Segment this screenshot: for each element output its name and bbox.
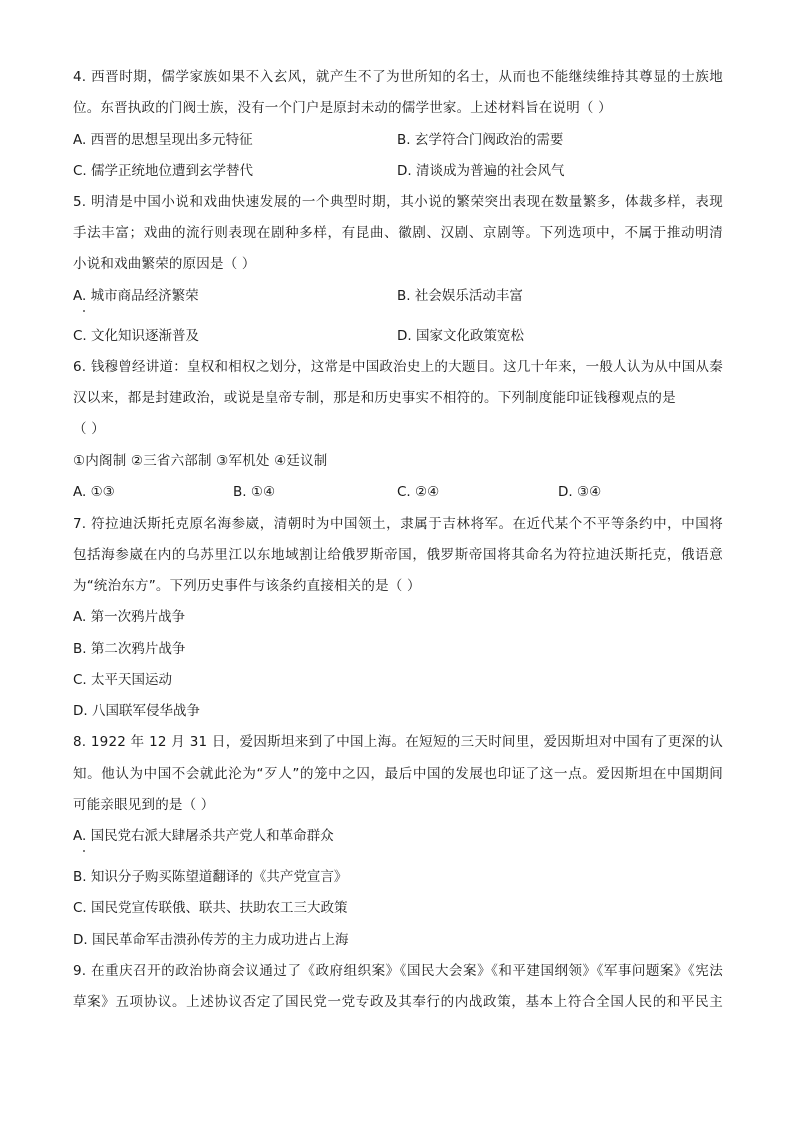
question-7-line-3: 为“统治东方”。下列历史事件与该条约直接相关的是（ ） [73,578,421,594]
question-8-option-b[interactable]: B. 知识分子购买陈望道翻译的《共产党宣言》 [73,869,348,885]
question-9-line-1: 9. 在重庆召开的政治协商会议通过了《政府组织案》《国民大会案》《和平建国纲领》《军事问题案》《宪法 [73,963,723,979]
question-6-statements: ①内阁制 ②三省六部制 ③军机处 ④廷议制 [73,453,328,469]
question-6-line-3: （ ） [73,421,105,437]
stray-mark [83,850,85,852]
question-4-line-1: 4. 西晋时期，儒学家族如果不入玄风，就产生不了为世所知的名士，从而也不能继续维持其尊显的士族地 [73,69,723,85]
question-8-line-1: 8. 1922 年 12 月 31 日，爱因斯坦来到了中国上海。在短短的三天时间里，爱因斯坦对中国有了更深的认 [73,734,723,750]
question-4-option-a[interactable]: A. 西晋的思想呈现出多元特征 [73,132,253,148]
question-6-option-b[interactable]: B. ①④ [233,484,276,500]
question-8-option-d[interactable]: D. 国民革命军击溃孙传芳的主力成功进占上海 [73,932,349,948]
question-8-line-2: 知。他认为中国不会就此沦为“歹人”的笼中之囚，最后中国的发展也印证了这一点。爱因斯坦在中国期间 [73,766,723,782]
question-8-option-a[interactable]: A. 国民党右派大肆屠杀共产党人和革命群众 [73,828,334,844]
question-5-option-c[interactable]: C. 文化知识逐渐普及 [73,328,200,344]
question-4-option-d[interactable]: D. 清谈成为普遍的社会风气 [397,163,565,179]
question-5-line-2: 手法丰富；戏曲的流行则表现在剧种多样，有昆曲、徽剧、汉剧、京剧等。下列选项中，不属于推动明清 [73,225,723,241]
question-6-line-1: 6. 钱穆曾经讲道：皇权和相权之划分，这常是中国政治史上的大题目。这几十年来，一般人认为从中国从秦 [73,359,723,375]
question-6-line-2: 汉以来，都是封建政治，或说是皇帝专制，那是和历史事实不相符的。下列制度能印证钱穆观点的是 [73,390,676,406]
question-5-line-3: 小说和戏曲繁荣的原因是（ ） [73,256,256,272]
question-5-option-b[interactable]: B. 社会娱乐活动丰富 [397,288,523,304]
question-4-option-b[interactable]: B. 玄学符合门阀政治的需要 [397,132,564,148]
question-6-option-a[interactable]: A. ①③ [73,484,115,500]
question-8-option-c[interactable]: C. 国民党宣传联俄、联共、扶助农工三大政策 [73,900,348,916]
question-5-option-d[interactable]: D. 国家文化政策宽松 [397,328,524,344]
question-7-line-2: 包括海参崴在内的乌苏里江以东地域割让给俄罗斯帝国，俄罗斯帝国将其命名为符拉迪沃斯托克，俄语意 [73,547,723,563]
question-5-line-1: 5. 明清是中国小说和戏曲快速发展的一个典型时期，其小说的繁荣突出表现在数量繁多，体裁多样，表现 [73,194,723,210]
question-7-option-d[interactable]: D. 八国联军侵华战争 [73,703,200,719]
question-7-option-a[interactable]: A. 第一次鸦片战争 [73,609,186,625]
question-7-option-b[interactable]: B. 第二次鸦片战争 [73,641,186,657]
question-7-option-c[interactable]: C. 太平天国运动 [73,672,173,688]
question-6-option-d[interactable]: D. ③④ [558,484,602,500]
question-4-option-c[interactable]: C. 儒学正统地位遭到玄学替代 [73,163,254,179]
question-5-option-a[interactable]: A. 城市商品经济繁荣 [73,288,199,304]
question-8-line-3: 可能亲眼见到的是（ ） [73,797,215,813]
question-9-line-2: 草案》五项协议。上述协议否定了国民党一党专政及其奉行的内战政策，基本上符合全国人民的和平民主 [73,994,723,1010]
stray-mark [83,310,85,312]
question-7-line-1: 7. 符拉迪沃斯托克原名海参崴，清朝时为中国领土，隶属于吉林将军。在近代某个不平等条约中，中国将 [73,516,723,532]
question-4-line-2: 位。东晋执政的门阀士族，没有一个门户是原封未动的儒学世家。上述材料旨在说明（ ） [73,100,612,116]
question-6-option-c[interactable]: C. ②④ [397,484,440,500]
